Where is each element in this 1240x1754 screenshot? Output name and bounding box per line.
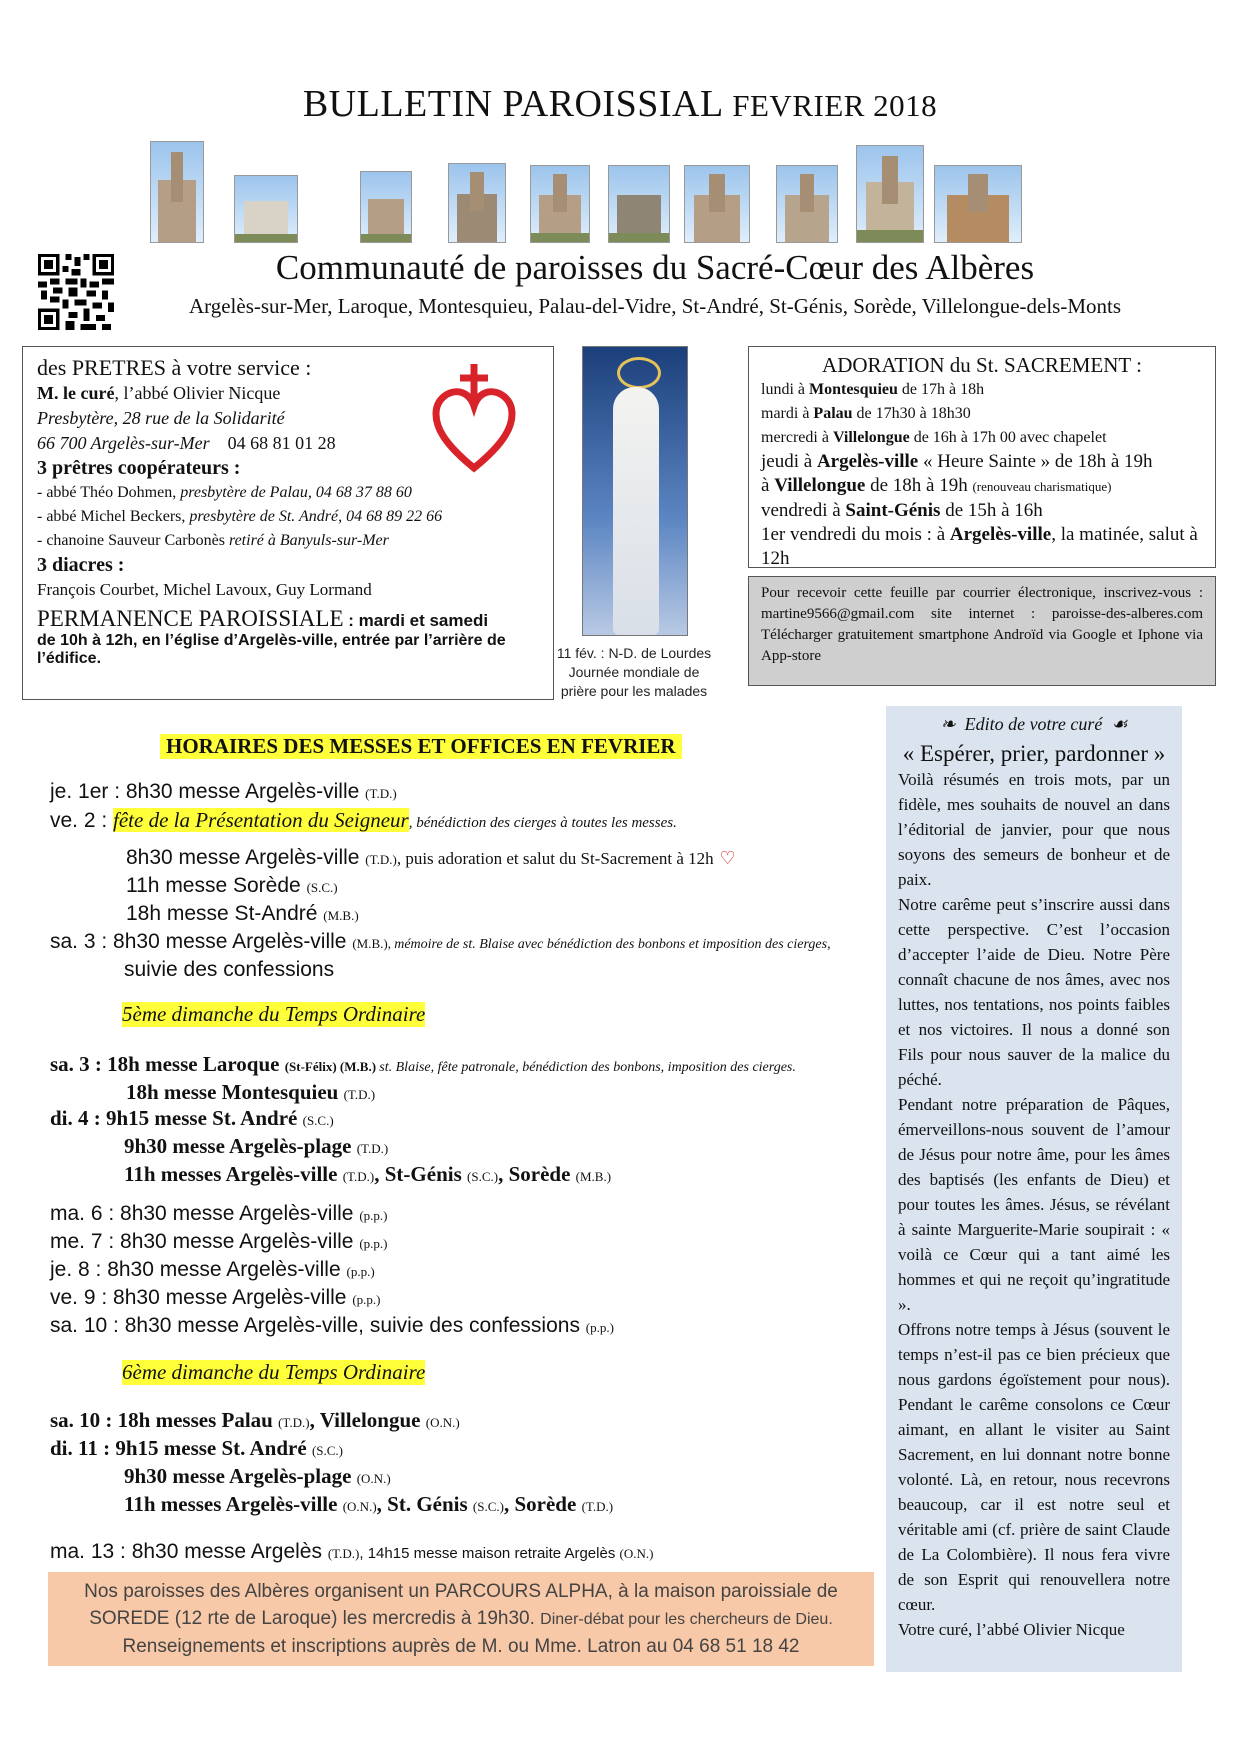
schedule-line: sa. 3 : 8h30 messe Argelès-ville (M.B.), mémoire de st. Blaise avec bénédiction des bonbons et imposition des cierges, [50,930,831,953]
subscribe-box: Pour recevoir cette feuille par courrier électronique, inscrivez-vous : martine9566@gmail.com site internet : paroisse-des-alberes.com Télécharger gratuitement smartphone Androïd via Google et Iphone via App-store [748,576,1216,686]
schedule-line: 9h30 messe Argelès-plage (T.D.) [124,1134,389,1158]
schedule-line: je. 8 : 8h30 messe Argelès-ville (p.p.) [50,1258,375,1281]
schedule-line: ma. 6 : 8h30 messe Argelès-ville (p.p.) [50,1202,388,1225]
edito-title: « Espérer, prier, pardonner » [902,741,1166,766]
coop-item: - chanoine Sauveur Carbonès retiré à Banyuls-sur-Mer [37,532,389,549]
church-photo [150,141,204,243]
schedule-line: 11h messes Argelès-ville (O.N.), St. Génis (S.C.), Sorède (T.D.) [124,1492,614,1516]
priests-heading: des PRETRES à votre service : [37,355,312,380]
church-photo [934,165,1022,243]
schedule-line: me. 7 : 8h30 messe Argelès-ville (p.p.) [50,1230,388,1253]
church-photo [448,163,506,243]
edito-box [886,706,1182,1672]
coop-heading: 3 prêtres coopérateurs : [37,457,241,479]
sacred-heart-icon [432,356,516,476]
schedule-line: sa. 3 : 18h messe Laroque (St-Félix) (M.B.) st. Blaise, fête patronale, bénédiction des bonbons, imposition des cierges. [50,1052,796,1076]
presbytery-phone: 04 68 81 01 28 [227,433,336,453]
church-photo [234,175,298,243]
adoration-line: vendredi à Saint-Génis de 15h à 16h [761,500,1043,521]
bulletin-title [0,82,1240,126]
statue-caption: 11 fév. : N-D. de Lourdes Journée mondiale de prière pour les malades [556,645,712,699]
schedule-line: sa. 10 : 18h messes Palau (T.D.), Villelongue (O.N.) [50,1408,460,1432]
schedule-line: suivie des confessions [124,958,335,981]
edito-paragraph: Offrons notre temps à Jésus (souvent le temps n’est-il pas ce bien précieux que nous gardons égoïstement pour nous). Pendant le carême consolons ce Cœur aimant, en allant le visiter au Saint Sacrement, en lui donnant notre bonne volonté. Là, en retour, nous recevrons beaucoup, car il est notre seul et véritable ami (cf. prière de saint Claude de La Colombière). Il nous fera vivre de son Esprit qui renouvellera notre cœur. [898,1320,1170,1614]
church-photos [150,138,1130,243]
adoration-line: mercredi à Villelongue de 16h à 17h 00 avec chapelet [761,429,1107,446]
church-photo [776,165,838,243]
deacons-list: François Courbet, Michel Lavoux, Guy Lormand [37,580,372,599]
alpha-notice [48,1572,874,1666]
deacons-heading: 3 diacres : [37,554,125,576]
title-text: BULLETIN PAROISSIAL [302,83,723,125]
edito-paragraph: Pendant notre préparation de Pâques, émerveillons-nous souvent de l’amour de Jésus pour notre âme, pour les âmes des baptisés (les enfants de Dieu) et pour toutes les âmes. Jésus, se révélant à sainte Marguerite-Marie soupirait : « voilà ce Cœur qui a tant aimé les hommes et qui ne reçoit qu’ingratitude ». [898,1095,1170,1314]
church-photo [608,165,670,243]
alpha-line: SOREDE (12 rte de Laroque) les mercredis à 19h30. Diner-débat pour les chercheurs de Dieu. [89,1608,833,1629]
schedule-line: sa. 10 : 8h30 messe Argelès-ville, suivie des confessions (p.p.) [50,1314,614,1337]
permanence-days: : mardi et samedi [343,611,489,630]
heart-icon: ♡ [719,848,736,868]
qr-code [38,254,114,330]
presbytery-address: Presbytère, 28 rue de la Solidarité [37,408,285,428]
adoration-heading: ADORATION du St. SACREMENT : [822,353,1142,377]
parish-list: Argelès-sur-Mer, Laroque, Montesquieu, Palau-del-Vidre, St-André, St-Génis, Sorède, Villelongue-dels-Monts [188,294,1122,318]
cure-title: M. le curé [37,383,115,403]
horaires-title: HORAIRES DES MESSES ET OFFICES EN FEVRIER [160,734,682,759]
presbytery-city: 66 700 Argelès-sur-Mer [37,433,210,453]
church-photo [530,165,590,243]
adoration-line: lundi à Montesquieu de 17h à 18h [761,381,985,398]
church-photo [684,165,750,243]
schedule-line: 8h30 messe Argelès-ville (T.D.), puis adoration et salut du St-Sacrement à 12h ♡ [126,846,736,869]
title-month: FEVRIER 2018 [732,88,938,123]
schedule-line: ve. 2 : fête de la Présentation du Seigneur, bénédiction des cierges à toutes les messes. [50,808,677,832]
coop-item: - abbé Michel Beckers, presbytère de St. André, 04 68 89 22 66 [37,508,443,525]
schedule-line: 11h messes Argelès-ville (T.D.), St-Génis (S.C.), Sorède (M.B.) [124,1162,612,1186]
schedule-line: je. 1er : 8h30 messe Argelès-ville (T.D.) [50,780,397,803]
permanence [37,606,539,632]
adoration-line: mardi à Palau de 17h30 à 18h30 [761,405,971,422]
edito-paragraph: Notre carême peut s’inscrire aussi dans cette perspective. C’est l’occasion d’accepter l’aide de Dieu. Notre Père connaît chacune de nos âmes, avec nos luttes, nos tentations, nos points faibles et nos victoires. Il nous a donné son Fils pour nous sauver de la malice du péché. [898,895,1170,1089]
adoration-line: à Villelongue de 18h à 19h (renouveau charismatique) [761,475,1112,496]
schedule-line: 11h messe Sorède (S.C.) [126,874,338,897]
schedule-line: 18h messe St-André (M.B.) [126,902,359,925]
schedule-line: di. 11 : 9h15 messe St. André (S.C.) [50,1436,343,1460]
schedule-line: di. 4 : 9h15 messe St. André (S.C.) [50,1106,334,1130]
sunday-label: 6ème dimanche du Temps Ordinaire [122,1360,426,1384]
adoration-line: jeudi à Argelès-ville « Heure Sainte » de 18h à 19h [761,451,1153,472]
ornament-right-icon: ☙ [1111,714,1128,734]
community-name: Communauté de paroisses du Sacré-Cœur des Albères [275,248,1035,287]
edito-signature: Votre curé, l’abbé Olivier Nicque [898,1620,1125,1639]
schedule-line: 18h messe Montesquieu (T.D.) [126,1080,376,1104]
alpha-line: Renseignements et inscriptions auprès de M. ou Mme. Latron au 04 68 51 18 42 [122,1636,800,1657]
ornament-left-icon: ❧ [940,714,956,734]
church-photo [856,145,924,243]
adoration-box [748,346,1216,568]
edito-heading: ❧ Edito de votre curé ☙ [940,714,1128,734]
alpha-line: Nos paroisses des Albères organisent un PARCOURS ALPHA, à la maison paroissiale de [84,1581,838,1602]
coop-item: - abbé Théo Dohmen, presbytère de Palau, 04 68 37 88 60 [37,484,412,501]
schedule-line: ve. 9 : 8h30 messe Argelès-ville (p.p.) [50,1286,381,1309]
permanence-hours: de 10h à 12h, en l’église d’Argelès-ville, entrée par l’arrière de l’édifice. [37,632,506,667]
schedule-line: ma. 13 : 8h30 messe Argelès (T.D.), 14h15 messe maison retraite Argelès (O.N.) [50,1540,654,1563]
lourdes-statue-image [582,346,688,636]
adoration-line: 1er vendredi du mois : à Argelès-ville, la matinée, salut à 12h [761,524,1198,568]
cure-name: , l’abbé Olivier Nicque [114,383,281,403]
sunday-label: 5ème dimanche du Temps Ordinaire [122,1002,426,1026]
schedule-line: 9h30 messe Argelès-plage (O.N.) [124,1464,391,1488]
permanence-label: PERMANENCE PAROISSIALE [37,606,344,631]
church-photo [360,171,412,243]
edito-paragraph: Voilà résumés en trois mots, par un fidèle, mes souhaits de nouvel an dans l’éditorial de janvier, pour que nous soyons des semeurs de bonheur et de paix. [898,770,1170,889]
